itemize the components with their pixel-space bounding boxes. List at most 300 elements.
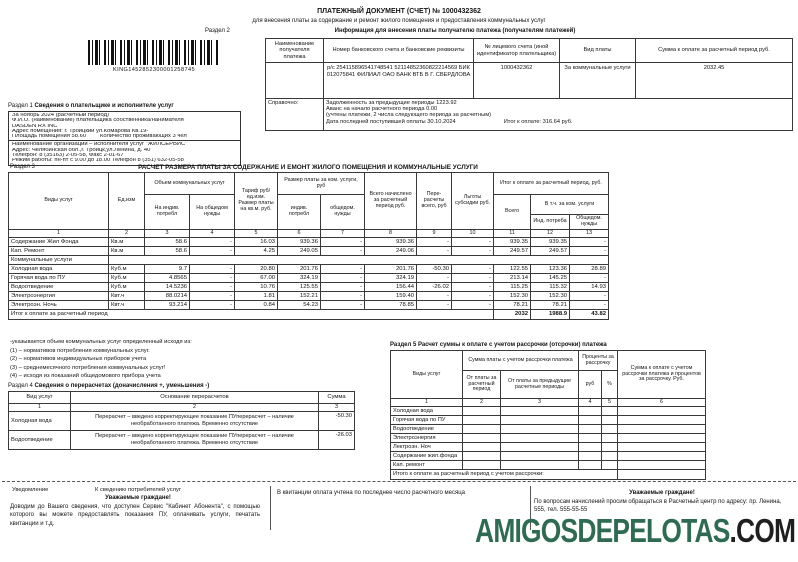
- value-cell: [579, 443, 602, 452]
- value-cell: 78.21: [531, 301, 570, 310]
- col-num: 4: [579, 399, 602, 407]
- col-num: 5: [235, 230, 278, 238]
- section3-title: РАСЧЕТ РАЗМЕРА ПЛАТЫ ЗА СОДЕРЖАНИЕ И ЕМОНТ ЖИЛОГО ПОМЕЩЕНИЯ И КОММУНАЛЬНЫЕ УСЛУГИ: [138, 164, 478, 171]
- value-cell: 249.57: [531, 247, 570, 256]
- value-cell: -: [417, 292, 452, 301]
- h-service: Виды услуг: [391, 351, 463, 399]
- value-cell: -: [321, 265, 365, 274]
- value-cell: 156.44: [365, 283, 417, 292]
- value-cell: [602, 461, 618, 470]
- service-name-cell: Горячая вода по ПУ: [9, 274, 109, 283]
- col-recipient: Наименование получателя платежа: [266, 39, 324, 63]
- value-cell: [602, 425, 618, 434]
- value-cell: [618, 407, 706, 416]
- group-label-filler: [109, 256, 609, 265]
- value-cell: -: [570, 238, 609, 247]
- installment-row: [391, 452, 706, 461]
- value-cell: -: [321, 274, 365, 283]
- section3-title-line: [8, 164, 608, 171]
- value-cell: -: [452, 274, 494, 283]
- installment-rows: [391, 407, 706, 470]
- value-cell: 14.93: [570, 283, 609, 292]
- value-cell: [501, 452, 579, 461]
- value-cell: 125.55: [278, 283, 321, 292]
- recalculations-header: [9, 392, 355, 412]
- h-sum: Сумма: [319, 392, 355, 404]
- communal-rows: [9, 265, 609, 310]
- value-cell: [463, 425, 501, 434]
- value-cell: [501, 425, 579, 434]
- provider-address: Адрес: Челябинская обл.,г. Троицк,ул.Ленина, д. 40: [12, 147, 151, 153]
- installment-total-row: [391, 470, 706, 480]
- value-cell: [602, 416, 618, 425]
- value-cell: 14.5236: [145, 283, 190, 292]
- installment-row: [391, 443, 706, 452]
- reference-label: Справочно:: [266, 99, 324, 131]
- value-cell: 78.21: [494, 301, 531, 310]
- housing-rows: [9, 238, 609, 256]
- recipient-value: [266, 63, 324, 99]
- premises-address: Адрес помещения: г. Троицкий ул.Комарова Кв.19-: [12, 128, 149, 134]
- barcode: [88, 40, 220, 65]
- value-cell: [463, 452, 501, 461]
- value-cell: -: [321, 301, 365, 310]
- value-cell: 28.89: [570, 265, 609, 274]
- payer-name: DASDEN RX INC: [12, 123, 58, 129]
- value-cell: -: [190, 274, 235, 283]
- h-sum-current: От платы за расчетный период: [463, 371, 501, 399]
- col-num: 12: [531, 230, 570, 238]
- barcode-number: KING1452852300001258745: [113, 67, 195, 73]
- col-num: 10: [452, 230, 494, 238]
- footer-divider-left: [270, 486, 271, 530]
- value-cell: -: [452, 283, 494, 292]
- footer-left-heading: Уважаемые граждане!: [105, 495, 171, 501]
- installment-header: [391, 351, 706, 407]
- charges-table-header: [9, 173, 609, 238]
- value-cell: [501, 407, 579, 416]
- provider-name: Наименование организации – исполнителя услуг "ЖИЛСЕРВИС": [12, 142, 188, 148]
- value-cell: [618, 416, 706, 425]
- service-name-cell: Содержание Жил Фонда: [9, 238, 109, 247]
- watermark-suffix: .COM: [729, 512, 795, 549]
- advance-line: Аванс на начало расчетного периода 0.00: [326, 106, 438, 113]
- account-number: 1000432362: [474, 63, 560, 99]
- value-cell: 324.19: [365, 274, 417, 283]
- charges-total-row: [9, 310, 609, 320]
- total-label: Итог к оплате за расчетный период: [9, 310, 494, 320]
- value-cell: 93.214: [145, 301, 190, 310]
- col-num: 2: [71, 404, 319, 412]
- value-cell: -: [417, 247, 452, 256]
- section4-title: Сведения о перерасчетах (доначисления +, уменьшения -): [34, 383, 210, 389]
- installment-row: [391, 407, 706, 416]
- value-cell: -: [452, 301, 494, 310]
- value-cell: 58.6: [145, 238, 190, 247]
- value-cell: [579, 407, 602, 416]
- value-cell: -: [452, 238, 494, 247]
- footer-left-title: К сведению потребителей услуг: [94, 487, 182, 493]
- value-cell: 88.0214: [145, 292, 190, 301]
- group-label: Коммунальные услуги: [9, 256, 109, 265]
- h-sum-group: Сумма платы с учетом рассрочки платежа: [463, 351, 579, 371]
- h-pct-rub: руб: [579, 371, 602, 399]
- value-cell: 249.57: [494, 247, 531, 256]
- section4-title-line: [8, 383, 209, 389]
- total-common: 43.82: [570, 310, 609, 320]
- h-benefit: Льготы субсидии руб.: [452, 173, 494, 230]
- h-service: Виды услуг: [9, 173, 109, 230]
- value-cell: -: [190, 301, 235, 310]
- notice-label: Уведомление: [12, 487, 49, 493]
- value-cell: -: [321, 292, 365, 301]
- divider: [9, 140, 240, 141]
- note-line: (1) – нормативов потребления коммунальных услуг.: [10, 347, 150, 354]
- value-cell: 939.36: [278, 238, 321, 247]
- charge-row: [9, 265, 609, 274]
- value-cell: 123.36: [531, 265, 570, 274]
- value-cell: 152.30: [494, 292, 531, 301]
- basis-cell: Перерасчет – введено корректирующее показание ПУперерасчет – наличие необработанного платежа. Временно отсутствие: [71, 412, 319, 431]
- value-cell: 4.25: [235, 247, 278, 256]
- value-cell: 201.76: [278, 265, 321, 274]
- value-cell: -: [570, 301, 609, 310]
- h-due-incl: В т.ч. за ком. услуги: [531, 195, 609, 215]
- h-tariff: Тариф руб/ед.изм. Размер платы на кв.м. руб.: [235, 173, 278, 230]
- column-numbers-row: [9, 230, 609, 238]
- value-cell: [463, 461, 501, 470]
- billing-period: За ноябрь 2024 (расчетный период): [12, 113, 109, 118]
- col-account: № лицевого счета (иной идентификатор плательщика): [474, 39, 560, 63]
- col-bank: Номер банковского счета и банковские реквизиты: [324, 39, 474, 63]
- h-sum-prev: От платы за предыдущие расчетные периоды: [501, 371, 579, 399]
- value-cell: [579, 452, 602, 461]
- h-basis: Основание перерасчетов: [71, 392, 319, 404]
- footer-left-text: Доводим до Вашего сведения, что доступен Сервис "Кабинет Абонента", с помощью которого вы можете предоставлять показания ПУ, оплачивать услуги, печатать квитанции и т.д.: [10, 504, 260, 527]
- charges-table: [8, 172, 609, 320]
- value-cell: 249.06: [365, 247, 417, 256]
- last-payment-date: Дата последней поступившей оплаты 30.10.2024: [326, 119, 456, 126]
- value-cell: 152.21: [278, 292, 321, 301]
- value-cell: -: [190, 238, 235, 247]
- value-cell: -: [452, 292, 494, 301]
- recalculation-row: [9, 431, 355, 450]
- value-cell: 152.30: [531, 292, 570, 301]
- reference-row: [266, 99, 793, 131]
- value-cell: 939.36: [365, 238, 417, 247]
- service-name-cell: Водоотведение: [9, 283, 109, 292]
- value-cell: [463, 407, 501, 416]
- value-cell: 58.6: [145, 247, 190, 256]
- premises-area: Площадь помещения 58.60: [12, 134, 87, 140]
- value-cell: [579, 425, 602, 434]
- value-cell: [602, 434, 618, 443]
- h-vol-common: На общедом нужды: [190, 195, 235, 230]
- sum-cell: -50.30: [319, 412, 355, 431]
- unit-cell: Квт.ч: [109, 301, 145, 310]
- footer-middle-text: В квитанции оплата учтена по последнее число расчетного месяца: [277, 490, 465, 496]
- section5-title-line: [390, 342, 607, 348]
- h-vol-ind: На индив. потребл: [145, 195, 190, 230]
- value-cell: 122.55: [494, 265, 531, 274]
- h-volume-group: Объем коммунальных услуг: [145, 173, 235, 195]
- col-num: 1: [9, 404, 71, 412]
- installment-row: [391, 434, 706, 443]
- h-pay-ind: индив. потребл: [278, 195, 321, 230]
- value-cell: 54.23: [278, 301, 321, 310]
- h-accrued: Всего начислено за расчетный период руб.: [365, 173, 417, 230]
- value-cell: 78.85: [365, 301, 417, 310]
- recalculation-row: [9, 412, 355, 431]
- note-line: (4) – исходя из показаний общедомового прибора учета: [10, 373, 161, 380]
- value-cell: -: [452, 265, 494, 274]
- value-cell: 20.80: [235, 265, 278, 274]
- section3-label: Раздел 3: [10, 164, 35, 170]
- value-cell: -: [190, 292, 235, 301]
- h-service-type: Вид услуг: [9, 392, 71, 404]
- value-cell: -: [417, 238, 452, 247]
- payer-info-box: [8, 111, 241, 166]
- charge-row: [9, 247, 609, 256]
- amount-value: 2032.45: [636, 63, 793, 99]
- h-unit: Ед.изм: [109, 173, 145, 230]
- col-num: 3: [319, 404, 355, 412]
- installment-total-label: Итого к оплате за расчетный период с учетом рассрочки:: [391, 470, 618, 480]
- bank-details: р/с 254115896541748541 52114852360822214569 БИК 012075841 ФИЛИАЛ ОАО БАНК ВТБ В Г. СВЕРДЛОВА: [324, 63, 474, 99]
- value-cell: [602, 443, 618, 452]
- value-cell: [463, 416, 501, 425]
- value-cell: -: [321, 238, 365, 247]
- pay-type-value: За коммунальные услуги: [560, 63, 636, 99]
- service-name-cell: Холодная вода: [9, 265, 109, 274]
- service-name-cell: Кап. ремонт: [391, 461, 463, 470]
- col-num: 8: [365, 230, 417, 238]
- payee-table-header: [266, 39, 793, 63]
- volume-notes: [10, 338, 192, 381]
- value-cell: 249.05: [278, 247, 321, 256]
- value-cell: 115.25: [494, 283, 531, 292]
- section5-label: Раздел 5: [390, 342, 417, 348]
- h-pay-group: Размер платы за ком. услуги, руб: [278, 173, 365, 195]
- payments-note: (учтены платежи, 2 числа следующего периода за расчетным): [326, 112, 492, 119]
- value-cell: [501, 416, 579, 425]
- value-cell: [618, 452, 706, 461]
- value-cell: 4.8565: [145, 274, 190, 283]
- value-cell: -: [570, 292, 609, 301]
- value-cell: -: [321, 283, 365, 292]
- footer-right-heading: Уважаемые граждане!: [629, 490, 695, 496]
- service-name-cell: Содержание жил.фонда: [391, 452, 463, 461]
- col-num: 1: [391, 399, 463, 407]
- service-name-cell: Водоотведение: [391, 425, 463, 434]
- value-cell: 145.25: [531, 274, 570, 283]
- note-line: (2) – нормативов индивидуальных приборов учета: [10, 356, 147, 363]
- col-num: 13: [570, 230, 609, 238]
- charge-row: [9, 238, 609, 247]
- value-cell: [579, 461, 602, 470]
- value-cell: 939.35: [494, 238, 531, 247]
- value-cell: -: [570, 274, 609, 283]
- value-cell: [618, 434, 706, 443]
- value-cell: -26.02: [417, 283, 452, 292]
- col-num: 3: [501, 399, 579, 407]
- group-label-row: [9, 256, 609, 265]
- unit-cell: Кв.м: [109, 238, 145, 247]
- service-name-cell: Электроэнергия: [391, 434, 463, 443]
- payee-table: [265, 38, 793, 131]
- payee-table-values: [266, 63, 793, 99]
- value-cell: [602, 407, 618, 416]
- value-cell: -: [321, 247, 365, 256]
- h-pct-pct: %: [602, 371, 618, 399]
- service-name-cell: Электроэн. Ночь: [9, 301, 109, 310]
- col-num: 9: [417, 230, 452, 238]
- h-recalc: Пере- расчеты всего, руб: [417, 173, 452, 230]
- h-due-ind: Инд. потреба: [531, 215, 570, 230]
- value-cell: 939.35: [531, 238, 570, 247]
- recalculation-rows: [9, 412, 355, 450]
- value-cell: 1.81: [235, 292, 278, 301]
- service-name-cell: Горячая вода по ПУ: [391, 416, 463, 425]
- value-cell: 10.76: [235, 283, 278, 292]
- value-cell: -: [417, 301, 452, 310]
- h-pay-common: общедом. нужды: [321, 195, 365, 230]
- col-num: 3: [145, 230, 190, 238]
- value-cell: -: [570, 247, 609, 256]
- value-cell: [501, 461, 579, 470]
- unit-cell: Кв.м: [109, 247, 145, 256]
- value-cell: [579, 416, 602, 425]
- service-name-cell: Холодная вода: [391, 407, 463, 416]
- col-num: 7: [321, 230, 365, 238]
- total-due: Итог к оплате: 316.64 руб.: [503, 119, 573, 126]
- h-due-total: Всего: [494, 195, 531, 230]
- col-num: 5: [602, 399, 618, 407]
- watermark-main: AMIGOSDEPELOTAS: [474, 512, 730, 549]
- value-cell: [618, 425, 706, 434]
- note-line: -указывается объем коммунальных услуг определенный исходя из:: [10, 339, 192, 345]
- provider-hours: Режим работы: пн-пт с 9.00 до 18.00 Телефон 8 (351) 632-05-58: [12, 158, 184, 164]
- section2-label: Раздел 2: [205, 28, 230, 34]
- value-cell: -: [452, 247, 494, 256]
- installment-row: [391, 461, 706, 470]
- residents-count: Количество проживающих 3 чел: [100, 134, 187, 140]
- basis-cell: Перерасчет – введено корректирующее показание ПУперерасчет – наличие необработанного платежа. Временно отсутствие: [71, 431, 319, 450]
- col-num: 11: [494, 230, 531, 238]
- total-individual: 1988.9: [531, 310, 570, 320]
- service-name-cell: Водоотведение: [9, 431, 71, 450]
- provider-phone: Телефон: 8 (35163) 2-05-58, Факс 2-01-67: [12, 153, 124, 159]
- value-cell: 16.03: [235, 238, 278, 247]
- value-cell: -: [190, 265, 235, 274]
- section1-title-line: [8, 103, 174, 109]
- value-cell: 67.00: [235, 274, 278, 283]
- value-cell: -: [190, 247, 235, 256]
- footer-right-text: По вопросам начислений просим обращаться в Расчетный центр по адресу: пр. Ленина, 555, тел. 555-55-55: [534, 499, 782, 514]
- recalculations-table: [8, 391, 355, 450]
- unit-cell: Куб.м: [109, 283, 145, 292]
- charge-row: [9, 301, 609, 310]
- col-pay-type: Вид платы: [560, 39, 636, 63]
- debt-line: Задолженность за предыдущие периоды 1223.92: [326, 100, 457, 106]
- charge-row: [9, 292, 609, 301]
- value-cell: 201.76: [365, 265, 417, 274]
- reference-content: [324, 99, 793, 131]
- value-cell: [579, 434, 602, 443]
- section1-label: Раздел 1: [8, 103, 33, 109]
- area-residents-line: [12, 134, 237, 139]
- value-cell: -: [417, 274, 452, 283]
- h-due-common: Общедом. нужды: [570, 215, 609, 230]
- section5-title: Расчет суммы к оплате с учетом рассрочки (отсрочки) платежа: [417, 342, 607, 348]
- col-num: 1: [9, 230, 109, 238]
- charge-row: [9, 283, 609, 292]
- service-name-cell: Лектроэн. Ноч: [391, 443, 463, 452]
- col-num: 4: [190, 230, 235, 238]
- service-name-cell: Холодная вода: [9, 412, 71, 431]
- service-name-cell: Электроэнергия: [9, 292, 109, 301]
- value-cell: 324.19: [278, 274, 321, 283]
- installment-total-value: [618, 470, 706, 480]
- col-num: 2: [463, 399, 501, 407]
- section2-title: Информация для внесения платы получателю платежа (получателям платежей): [334, 28, 576, 34]
- h-total: Сумма к оплате с учетом рассрочки платежа и процентов за рассрочку. Руб.: [618, 351, 706, 399]
- value-cell: -: [190, 283, 235, 292]
- charge-row: [9, 274, 609, 283]
- last-payment-line: [326, 119, 790, 125]
- dashed-separator: [2, 481, 796, 482]
- installment-row: [391, 425, 706, 434]
- installment-table: [390, 350, 706, 480]
- value-cell: [463, 434, 501, 443]
- value-cell: [501, 434, 579, 443]
- col-num: 6: [278, 230, 321, 238]
- section4-label: Раздел 4: [8, 383, 33, 389]
- section2-title-line: [115, 28, 795, 34]
- value-cell: 0.84: [235, 301, 278, 310]
- col-num: 6: [618, 399, 706, 407]
- total-all: 2032: [494, 310, 531, 320]
- unit-cell: Квт.ч: [109, 292, 145, 301]
- payer-label: Ф.И.О. (наименование) плательщика собственника/нанимателя: [12, 118, 184, 124]
- document-title: ПЛАТЕЖНЫЙ ДОКУМЕНТ (СЧЕТ) № 1000432362: [317, 8, 481, 15]
- value-cell: [618, 461, 706, 470]
- column-numbers-row: [391, 399, 706, 407]
- h-pct-group: Проценты за рассрочку: [579, 351, 618, 371]
- value-cell: 9.7: [145, 265, 190, 274]
- sum-cell: -26.03: [319, 431, 355, 450]
- value-cell: [602, 452, 618, 461]
- col-num: 2: [109, 230, 145, 238]
- value-cell: 159.40: [365, 292, 417, 301]
- service-name-cell: Кап. Ремонт: [9, 247, 109, 256]
- section1-title: Сведения о плательщике и исполнителе услуг: [34, 103, 174, 109]
- value-cell: 213.14: [494, 274, 531, 283]
- h-due-group: Итог к оплате за расчетный период, руб.: [494, 173, 609, 195]
- value-cell: [618, 443, 706, 452]
- watermark: [475, 512, 795, 550]
- value-cell: [463, 443, 501, 452]
- unit-cell: Куб.м: [109, 274, 145, 283]
- document-subtitle: для внесения платы за содержание и ремонт жилого помещения и предоставления коммунальных услуг: [252, 18, 546, 24]
- unit-cell: Куб.м: [109, 265, 145, 274]
- col-amount: Сумма к оплате за расчетный период руб.: [636, 39, 793, 63]
- value-cell: 115.32: [531, 283, 570, 292]
- installment-row: [391, 416, 706, 425]
- value-cell: -50.30: [417, 265, 452, 274]
- note-line: (3) – среднемесячного потребления коммунальных услуг!: [10, 364, 166, 371]
- value-cell: [501, 443, 579, 452]
